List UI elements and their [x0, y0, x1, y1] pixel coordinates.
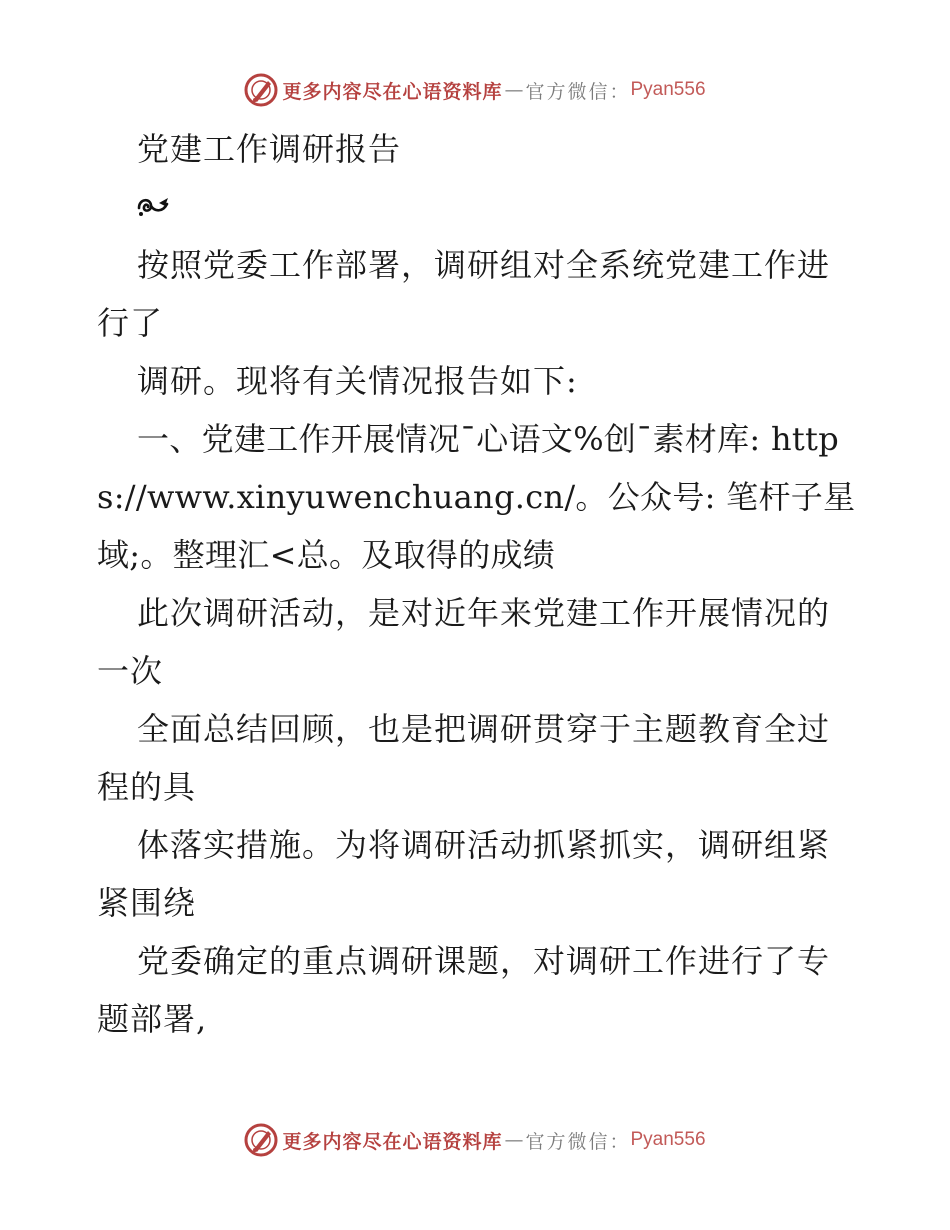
banner-wechat-id: Pyan556: [630, 1129, 706, 1150]
banner-official-label: 官方微信：: [525, 80, 631, 103]
footer-banner: [0, 1120, 950, 1160]
paragraph-1: 按照党委工作部署，调研组对全系统党建工作进行了: [97, 246, 831, 342]
banner-separator: —: [504, 1129, 524, 1151]
ornament-row: [97, 178, 857, 236]
paragraph-5: 全面总结回顾，也是把调研贯穿于主题教育全过程的具: [97, 710, 831, 806]
swirl-ornament-icon: [135, 194, 171, 220]
document-title: 党建工作调研报告: [137, 130, 402, 168]
banner-official-label: 官方微信：: [525, 1130, 631, 1153]
header-banner: [0, 70, 950, 110]
banner-separator: —: [504, 79, 524, 101]
pen-logo-icon: [244, 73, 278, 107]
pen-logo-icon: [244, 1123, 278, 1157]
banner-brand: 更多内容尽在心语资料库: [282, 80, 503, 103]
paragraph-7: 党委确定的重点调研课题，对调研工作进行了专题部署,: [97, 942, 831, 1038]
paragraph-3: 一、党建工作开展情况¯心语文%创¯素材库: https://www.xinyuwenchuang.cn/。公众号: 笔杆子星域;。整理汇<总。及取得的成绩: [97, 420, 856, 574]
paragraph-2: 调研。现将有关情况报告如下:: [137, 362, 578, 400]
banner-brand: 更多内容尽在心语资料库: [282, 1130, 503, 1153]
banner-wechat-id: Pyan556: [630, 79, 706, 100]
document-body: [97, 120, 857, 1048]
paragraph-6: 体落实措施。为将调研活动抓紧抓实，调研组紧紧围绕: [97, 826, 831, 922]
paragraph-4: 此次调研活动，是对近年来党建工作开展情况的一次: [97, 594, 831, 690]
